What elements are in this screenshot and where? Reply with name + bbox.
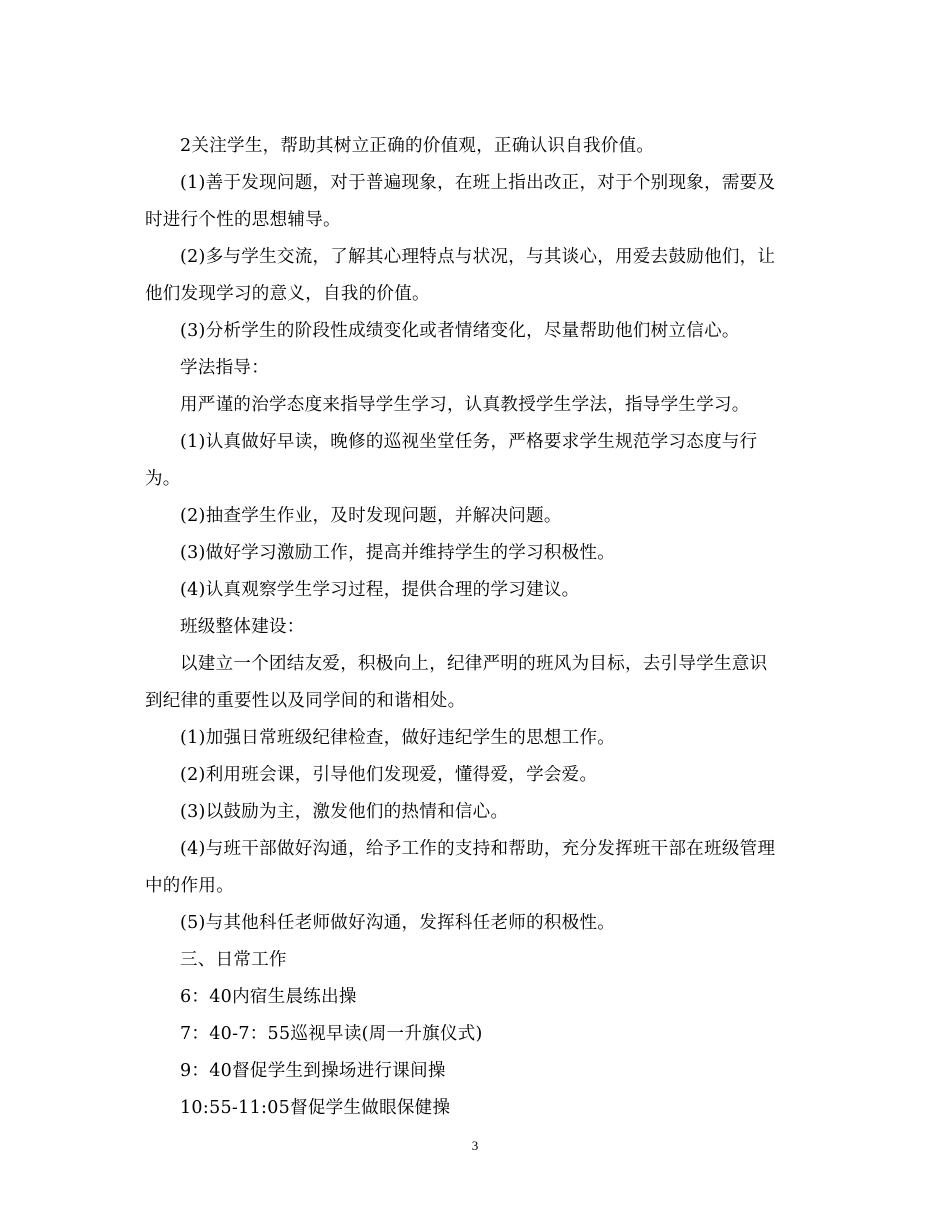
page-number: 3 bbox=[471, 1138, 479, 1153]
text-line: 9：40督促学生到操场进行课间操 bbox=[180, 1061, 446, 1081]
text-line: 班级整体建设： bbox=[180, 617, 305, 637]
text-line: 为。 bbox=[145, 469, 181, 489]
text-line: 学法指导： bbox=[180, 358, 269, 378]
text-line: (3)以鼓励为主，激发他们的热情和信心。 bbox=[180, 802, 509, 822]
text-line: (5)与其他科任老师做好沟通，发挥科任老师的积极性。 bbox=[180, 913, 616, 933]
text-line: 到纪律的重要性以及同学间的和谐相处。 bbox=[145, 691, 466, 711]
text-line: 6：40内宿生晨练出操 bbox=[180, 987, 357, 1007]
text-line: (2)利用班会课，引导他们发现爱，懂得爱，学会爱。 bbox=[180, 765, 598, 785]
text-line: (3)分析学生的阶段性成绩变化或者情绪变化，尽量帮助他们树立信心。 bbox=[180, 321, 740, 341]
text-line: (2)抽查学生作业，及时发现问题，并解决问题。 bbox=[180, 506, 562, 526]
document-body bbox=[145, 128, 815, 1127]
text-line: (1)认真做好早读，晚修的巡视坐堂任务，严格要求学生规范学习态度与行 bbox=[180, 432, 758, 452]
text-line: (4)与班干部做好沟通，给予工作的支持和帮助，充分发挥班干部在班级管理 bbox=[180, 839, 776, 859]
text-line: (1)加强日常班级纪律检查，做好违纪学生的思想工作。 bbox=[180, 728, 616, 748]
text-line: (4)认真观察学生学习过程，提供合理的学习建议。 bbox=[180, 580, 580, 600]
text-line: 10:55-11:05督促学生做眼保健操 bbox=[180, 1098, 451, 1118]
text-line: 中的作用。 bbox=[145, 876, 234, 896]
text-line: (2)多与学生交流，了解其心理特点与状况，与其谈心，用爱去鼓励他们，让 bbox=[180, 247, 776, 267]
text-line: 他们发现学习的意义，自我的价值。 bbox=[145, 284, 430, 304]
text-line: 以建立一个团结友爱，积极向上，纪律严明的班风为目标，去引导学生意识 bbox=[180, 654, 768, 674]
text-line: 三、日常工作 bbox=[180, 950, 287, 970]
text-line: 时进行个性的思想辅导。 bbox=[145, 210, 341, 230]
text-line: (1)善于发现问题，对于普遍现象，在班上指出改正，对于个别现象，需要及 bbox=[180, 173, 776, 193]
text-line: (3)做好学习激励工作，提高并维持学生的学习积极性。 bbox=[180, 543, 616, 563]
text-line: 用严谨的治学态度来指导学生学习，认真教授学生学法，指导学生学习。 bbox=[180, 395, 750, 415]
text-line: 7：40-7：55巡视早读(周一升旗仪式) bbox=[180, 1024, 483, 1044]
text-line: 2关注学生，帮助其树立正确的价值观，正确认识自我价值。 bbox=[180, 136, 655, 156]
